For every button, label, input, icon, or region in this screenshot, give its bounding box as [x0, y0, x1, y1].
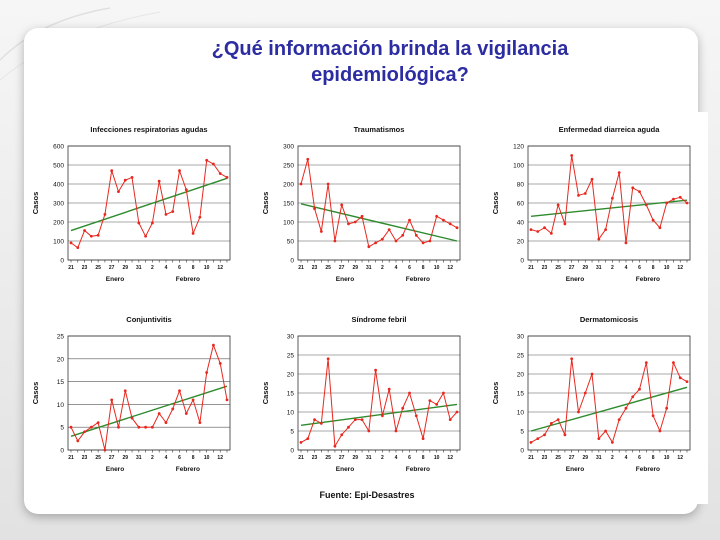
data-point: [550, 422, 553, 425]
slide-title-line-2: epidemiológica?: [311, 64, 469, 86]
data-point: [645, 361, 648, 364]
data-point: [618, 418, 621, 421]
month-label: Febrero: [175, 276, 200, 283]
data-point: [591, 373, 594, 376]
y-tick-label: 100: [513, 162, 524, 170]
x-tick-label: 4: [394, 455, 398, 461]
data-point: [679, 376, 682, 379]
slide-title: [130, 36, 650, 88]
y-tick-label: 500: [53, 162, 64, 170]
chart-title: Conjuntivitis: [126, 315, 172, 324]
chart-1: [31, 125, 230, 283]
data-point: [672, 198, 675, 201]
data-point: [313, 207, 316, 210]
data-point: [104, 449, 107, 452]
y-tick-label: 5: [290, 428, 294, 436]
data-point: [354, 221, 357, 224]
x-tick-label: 4: [624, 265, 628, 271]
y-tick-label: 25: [286, 352, 294, 360]
data-point: [178, 169, 181, 172]
x-tick-label: 27: [338, 265, 345, 271]
y-tick-label: 25: [516, 352, 524, 360]
data-point: [76, 246, 79, 249]
data-point: [570, 154, 573, 157]
data-point: [395, 430, 398, 433]
x-tick-label: 6: [178, 455, 181, 461]
data-point: [110, 398, 113, 401]
y-tick-label: 20: [56, 356, 64, 364]
x-tick-label: 8: [651, 265, 655, 271]
data-point: [374, 369, 377, 372]
data-point: [557, 418, 560, 421]
data-point: [570, 357, 573, 360]
data-point: [422, 242, 425, 245]
x-tick-label: 31: [596, 265, 602, 271]
x-tick-label: 10: [203, 455, 210, 461]
data-point: [110, 169, 113, 172]
data-point: [679, 196, 682, 199]
data-point: [117, 190, 120, 193]
y-tick-label: 100: [53, 238, 64, 246]
x-tick-label: 6: [178, 265, 181, 271]
y-tick-label: 60: [516, 200, 524, 208]
y-tick-label: 10: [516, 409, 524, 417]
data-point: [198, 216, 201, 219]
x-tick-label: 31: [596, 455, 602, 461]
data-point: [226, 176, 229, 179]
data-point: [577, 194, 580, 197]
data-point: [327, 183, 330, 186]
y-tick-label: 15: [56, 379, 64, 387]
month-label: Febrero: [175, 466, 200, 473]
x-tick-label: 29: [122, 265, 129, 271]
data-point: [205, 371, 208, 374]
x-tick-label: 23: [541, 455, 548, 461]
data-point: [340, 433, 343, 436]
data-point: [83, 229, 86, 232]
x-tick-label: 6: [638, 455, 641, 461]
x-tick-label: 23: [311, 265, 318, 271]
data-point: [212, 163, 215, 166]
x-tick-label: 27: [108, 455, 115, 461]
data-point: [97, 421, 100, 424]
data-point: [226, 398, 229, 401]
data-point: [178, 389, 181, 392]
data-point: [665, 202, 668, 205]
chart-3: [491, 125, 690, 283]
data-point: [131, 176, 134, 179]
y-tick-label: 40: [516, 219, 524, 227]
y-tick-label: 250: [283, 162, 294, 170]
data-point: [550, 232, 553, 235]
y-tick-label: 0: [60, 447, 64, 455]
x-tick-label: 12: [217, 455, 223, 461]
x-tick-label: 4: [624, 455, 628, 461]
data-point: [306, 158, 309, 161]
chart-title: Infecciones respiratorias agudas: [90, 125, 208, 134]
y-tick-label: 200: [53, 219, 64, 227]
month-label: Febrero: [635, 276, 660, 283]
data-point: [631, 186, 634, 189]
data-point: [543, 433, 546, 436]
y-tick-label: 300: [283, 143, 294, 151]
x-tick-label: 29: [352, 455, 359, 461]
trend-line: [301, 404, 457, 425]
data-point: [192, 232, 195, 235]
x-tick-label: 25: [555, 265, 561, 271]
y-tick-label: 80: [516, 181, 524, 189]
source-caption: Fuente: Epi-Desastres: [319, 490, 415, 500]
data-point: [212, 344, 215, 347]
data-point: [171, 408, 174, 411]
data-point: [604, 430, 607, 433]
data-point: [564, 433, 567, 436]
x-tick-label: 27: [568, 265, 575, 271]
data-point: [638, 190, 641, 193]
x-tick-label: 10: [203, 265, 210, 271]
data-point: [165, 421, 168, 424]
y-axis-label: Casos: [31, 381, 40, 405]
data-point: [70, 426, 73, 429]
data-point: [137, 426, 140, 429]
data-point: [205, 159, 208, 162]
x-tick-label: 8: [421, 455, 425, 461]
x-tick-label: 31: [136, 265, 142, 271]
month-label: Febrero: [405, 466, 430, 473]
data-point: [401, 407, 404, 410]
data-point: [658, 430, 661, 433]
x-tick-label: 21: [528, 455, 534, 461]
data-point: [198, 421, 201, 424]
data-point: [367, 430, 370, 433]
x-tick-label: 12: [447, 265, 453, 271]
x-tick-label: 12: [217, 265, 223, 271]
x-tick-label: 21: [528, 265, 534, 271]
y-tick-label: 20: [516, 371, 524, 379]
x-tick-label: 2: [381, 455, 384, 461]
y-tick-label: 0: [520, 447, 524, 455]
data-point: [543, 226, 546, 229]
x-tick-label: 27: [568, 455, 575, 461]
x-tick-label: 12: [447, 455, 453, 461]
data-point: [408, 219, 411, 222]
y-tick-label: 400: [53, 181, 64, 189]
y-tick-label: 30: [286, 333, 294, 341]
charts-figure: [26, 112, 708, 504]
data-point: [395, 240, 398, 243]
data-point: [618, 171, 621, 174]
y-axis-label: Casos: [491, 381, 500, 405]
chart-title: Dermatomicosis: [579, 315, 639, 324]
data-point: [422, 437, 425, 440]
data-point: [83, 430, 86, 433]
x-tick-label: 27: [338, 455, 345, 461]
data-point: [151, 222, 154, 225]
series-line: [531, 156, 687, 243]
x-tick-label: 8: [191, 265, 195, 271]
x-tick-label: 23: [81, 455, 88, 461]
data-point: [456, 411, 459, 414]
x-tick-label: 21: [298, 455, 304, 461]
data-point: [354, 418, 357, 421]
x-tick-label: 21: [298, 265, 304, 271]
y-tick-label: 15: [286, 390, 294, 398]
data-point: [631, 395, 634, 398]
data-point: [557, 204, 560, 207]
data-point: [597, 437, 600, 440]
month-label: Enero: [105, 276, 125, 283]
data-point: [536, 437, 539, 440]
x-tick-label: 8: [651, 455, 655, 461]
x-tick-label: 10: [663, 455, 670, 461]
x-tick-label: 31: [136, 455, 142, 461]
data-point: [70, 242, 73, 245]
data-point: [428, 399, 431, 402]
month-label: Febrero: [405, 276, 430, 283]
data-point: [442, 219, 445, 222]
x-tick-label: 29: [582, 455, 589, 461]
x-tick-label: 4: [394, 265, 398, 271]
y-tick-label: 50: [286, 238, 294, 246]
data-point: [652, 219, 655, 222]
y-tick-label: 10: [56, 401, 64, 409]
data-point: [435, 215, 438, 218]
x-tick-label: 2: [611, 265, 614, 271]
data-point: [171, 210, 174, 213]
x-tick-label: 10: [663, 265, 670, 271]
data-point: [219, 172, 222, 175]
chart-6: [491, 315, 690, 473]
series-line: [301, 359, 457, 446]
data-point: [347, 223, 350, 226]
x-tick-label: 2: [611, 455, 614, 461]
data-point: [367, 245, 370, 248]
y-tick-label: 200: [283, 181, 294, 189]
data-point: [625, 407, 628, 410]
data-point: [361, 215, 364, 218]
data-point: [185, 412, 188, 415]
x-tick-label: 6: [408, 455, 411, 461]
y-tick-label: 15: [516, 390, 524, 398]
data-point: [313, 418, 316, 421]
y-tick-label: 20: [516, 238, 524, 246]
x-tick-label: 25: [95, 455, 101, 461]
y-tick-label: 10: [286, 409, 294, 417]
x-tick-label: 12: [677, 265, 683, 271]
data-point: [117, 426, 120, 429]
data-point: [449, 418, 452, 421]
chart-5: [261, 315, 460, 473]
data-point: [158, 180, 161, 183]
month-label: Febrero: [635, 466, 660, 473]
y-tick-label: 300: [53, 200, 64, 208]
data-point: [90, 426, 93, 429]
data-point: [442, 392, 445, 395]
data-point: [672, 361, 675, 364]
data-point: [408, 392, 411, 395]
x-tick-label: 12: [677, 455, 683, 461]
data-point: [300, 441, 303, 444]
data-point: [327, 357, 330, 360]
x-tick-label: 4: [164, 265, 168, 271]
data-point: [131, 417, 134, 420]
data-point: [564, 223, 567, 226]
x-tick-label: 6: [408, 265, 411, 271]
data-point: [300, 183, 303, 186]
data-point: [658, 226, 661, 229]
data-point: [638, 388, 641, 391]
month-label: Enero: [105, 466, 125, 473]
x-tick-label: 23: [541, 265, 548, 271]
data-point: [97, 234, 100, 237]
y-tick-label: 0: [290, 257, 294, 265]
x-tick-label: 25: [95, 265, 101, 271]
x-tick-label: 23: [81, 265, 88, 271]
y-tick-label: 100: [283, 219, 294, 227]
y-tick-label: 5: [520, 428, 524, 436]
y-tick-label: 150: [283, 200, 294, 208]
data-point: [611, 197, 614, 200]
data-point: [192, 398, 195, 401]
data-point: [577, 411, 580, 414]
data-point: [306, 437, 309, 440]
month-label: Enero: [335, 276, 355, 283]
data-point: [625, 242, 628, 245]
x-tick-label: 2: [151, 455, 154, 461]
x-tick-label: 23: [311, 455, 318, 461]
x-tick-label: 25: [325, 455, 331, 461]
data-point: [686, 202, 689, 205]
y-axis-label: Casos: [31, 191, 40, 215]
data-point: [388, 228, 391, 231]
chart-title: Traumatismos: [353, 125, 405, 134]
x-tick-label: 8: [191, 455, 195, 461]
x-tick-label: 6: [638, 265, 641, 271]
data-point: [686, 380, 689, 383]
data-point: [320, 422, 323, 425]
chart-4: [31, 315, 230, 473]
data-point: [137, 222, 140, 225]
data-point: [361, 418, 364, 421]
data-point: [665, 407, 668, 410]
data-point: [604, 228, 607, 231]
data-point: [530, 228, 533, 231]
data-point: [340, 204, 343, 207]
x-tick-label: 4: [164, 455, 168, 461]
series-line: [71, 345, 227, 450]
data-point: [652, 414, 655, 417]
y-tick-label: 5: [60, 424, 64, 432]
x-tick-label: 31: [366, 455, 372, 461]
data-point: [144, 235, 147, 238]
x-tick-label: 10: [433, 265, 440, 271]
chart-title: Enfermedad diarreica aguda: [558, 125, 660, 134]
data-point: [124, 389, 127, 392]
x-tick-label: 8: [421, 265, 425, 271]
x-tick-label: 10: [433, 455, 440, 461]
slide-title-line-1: ¿Qué información brinda la vigilancia: [211, 38, 569, 60]
y-tick-label: 30: [516, 333, 524, 341]
data-point: [76, 439, 79, 442]
y-tick-label: 0: [60, 257, 64, 265]
x-tick-label: 27: [108, 265, 115, 271]
y-axis-label: Casos: [261, 191, 270, 215]
month-label: Enero: [565, 466, 585, 473]
data-point: [158, 412, 161, 415]
y-tick-label: 20: [286, 371, 294, 379]
data-point: [90, 235, 93, 238]
y-tick-label: 120: [513, 143, 524, 151]
y-axis-label: Casos: [261, 381, 270, 405]
data-point: [591, 178, 594, 181]
data-point: [435, 403, 438, 406]
data-point: [144, 426, 147, 429]
chart-title: Síndrome febril: [351, 315, 407, 324]
data-point: [219, 362, 222, 365]
month-label: Enero: [335, 466, 355, 473]
data-point: [449, 223, 452, 226]
data-point: [584, 192, 587, 195]
data-point: [536, 230, 539, 233]
data-point: [456, 226, 459, 229]
data-point: [388, 388, 391, 391]
y-tick-label: 25: [56, 333, 64, 341]
data-point: [334, 240, 337, 243]
charts-grid: [26, 112, 708, 492]
x-tick-label: 29: [582, 265, 589, 271]
data-point: [185, 188, 188, 191]
data-point: [104, 213, 107, 216]
chart-2: [261, 125, 460, 283]
data-point: [374, 242, 377, 245]
series-line: [531, 359, 687, 443]
data-point: [165, 213, 168, 216]
data-point: [597, 238, 600, 241]
x-tick-label: 21: [68, 265, 74, 271]
x-tick-label: 2: [151, 265, 154, 271]
data-point: [124, 179, 127, 182]
data-point: [381, 238, 384, 241]
data-point: [320, 230, 323, 233]
x-tick-label: 31: [366, 265, 372, 271]
x-tick-label: 21: [68, 455, 74, 461]
y-tick-label: 0: [520, 257, 524, 265]
x-tick-label: 29: [352, 265, 359, 271]
data-point: [151, 426, 154, 429]
data-point: [611, 441, 614, 444]
y-tick-label: 0: [290, 447, 294, 455]
trend-line: [531, 387, 687, 431]
data-point: [401, 234, 404, 237]
data-point: [645, 204, 648, 207]
data-point: [584, 392, 587, 395]
data-point: [415, 414, 418, 417]
data-point: [347, 426, 350, 429]
data-point: [530, 441, 533, 444]
data-point: [381, 414, 384, 417]
month-label: Enero: [565, 276, 585, 283]
x-tick-label: 25: [555, 455, 561, 461]
data-point: [334, 445, 337, 448]
x-tick-label: 29: [122, 455, 129, 461]
data-point: [428, 240, 431, 243]
y-axis-label: Casos: [491, 191, 500, 215]
x-tick-label: 25: [325, 265, 331, 271]
y-tick-label: 600: [53, 143, 64, 151]
data-point: [415, 234, 418, 237]
x-tick-label: 2: [381, 265, 384, 271]
